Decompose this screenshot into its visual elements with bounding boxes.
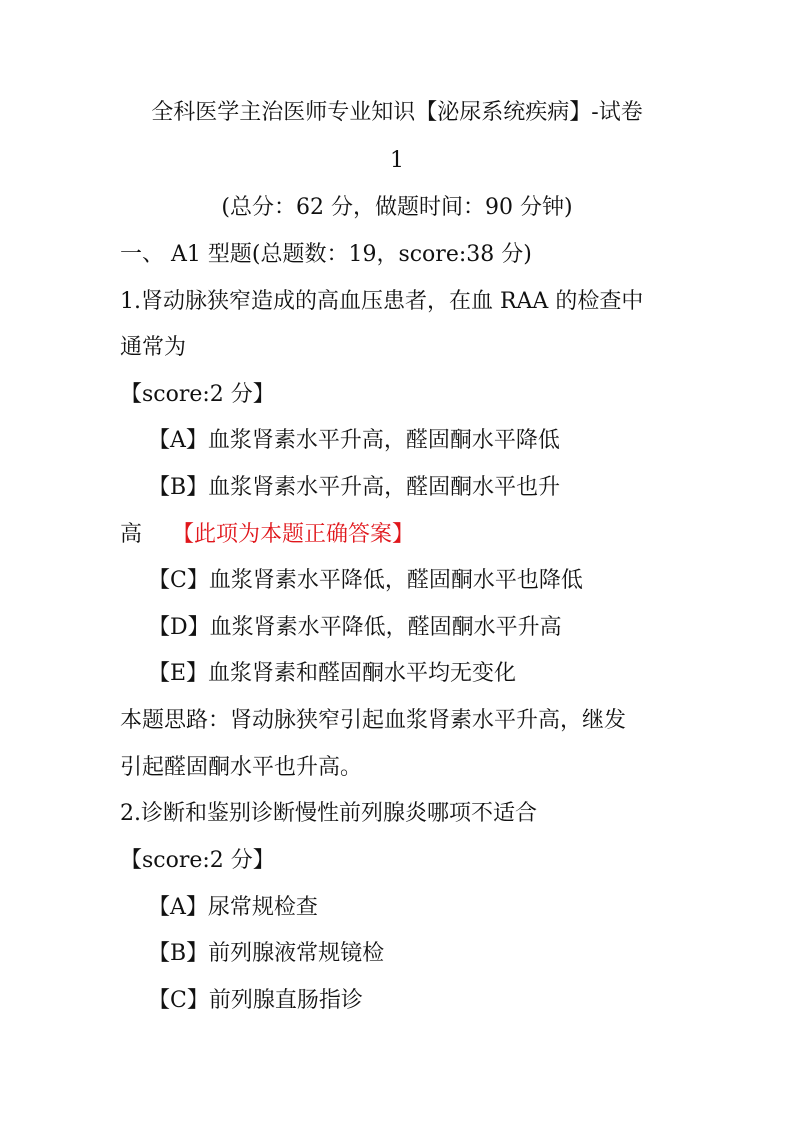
question-2-score: 【score:2 分】 bbox=[120, 848, 275, 873]
question-1-option-c: 【C】血浆肾素水平降低，醛固酮水平也降低 bbox=[148, 568, 583, 593]
correct-answer-mark: 【此项为本题正确答案】 bbox=[172, 522, 415, 547]
question-2-option-a: 【A】尿常规检查 bbox=[148, 895, 318, 920]
question-2-option-c: 【C】前列腺直肠指诊 bbox=[148, 988, 363, 1013]
question-1-explanation: 本题思路：肾动脉狭窄引起血浆肾素水平升高，继发 bbox=[120, 708, 627, 733]
question-1-option-d: 【D】血浆肾素水平降低，醛固酮水平升高 bbox=[148, 615, 562, 640]
question-1-stem-continued: 通常为 bbox=[120, 335, 187, 360]
section-heading: 一、 A1 型题(总题数：19，score:38 分) bbox=[120, 242, 532, 267]
exam-title-continued: 1 bbox=[390, 148, 404, 173]
question-1-score: 【score:2 分】 bbox=[120, 382, 275, 407]
question-1-explanation-continued: 引起醛固酮水平也升高。 bbox=[120, 755, 363, 780]
option-b-continued-text: 高 bbox=[120, 522, 143, 547]
question-1-option-b: 【B】血浆肾素水平升高，醛固酮水平也升 bbox=[148, 475, 561, 500]
question-1-option-e: 【E】血浆肾素和醛固酮水平均无变化 bbox=[148, 661, 517, 686]
question-1-option-a: 【A】血浆肾素水平升高，醛固酮水平降低 bbox=[148, 428, 560, 453]
question-1-option-b-continued bbox=[120, 520, 414, 550]
question-2-option-b: 【B】前列腺液常规镜检 bbox=[148, 941, 385, 966]
question-1-stem: 1.肾动脉狭窄造成的高血压患者，在血 RAA 的检查中 bbox=[120, 289, 644, 314]
question-2-stem: 2.诊断和鉴别诊断慢性前列腺炎哪项不适合 bbox=[120, 801, 537, 826]
exam-title: 全科医学主治医师专业知识【泌尿系统疾病】-试卷 bbox=[151, 100, 643, 125]
exam-summary: (总分：62 分，做题时间：90 分钟) bbox=[221, 195, 573, 220]
